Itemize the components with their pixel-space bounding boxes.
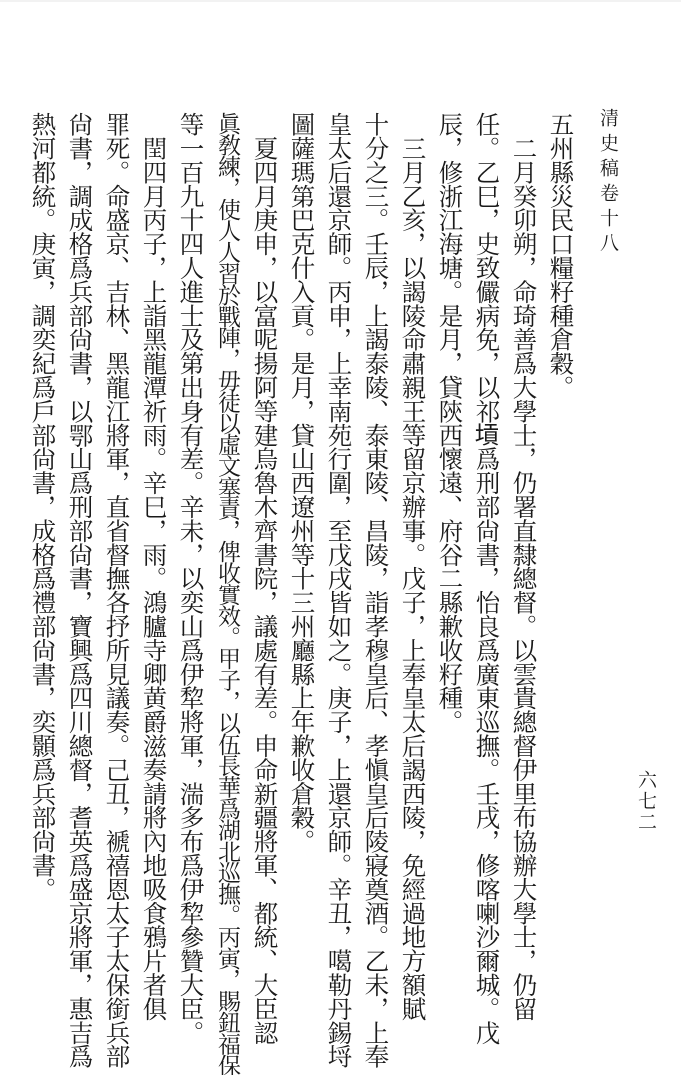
text-column-11: 等一百九十四人進士及第出身有差。辛未，以奕山爲伊犂將軍，湍多布爲伊犂參贊大臣。 xyxy=(176,112,206,1045)
page-number: 六七二 xyxy=(635,770,657,833)
text-column-14: 尙書，調成格爲兵部尙書，以鄂山爲刑部尙書，寶興爲四川總督，耆英爲盛京將軍，惠吉爲 xyxy=(65,112,95,1069)
text-column-9: 夏四月庚申，以富呢揚阿等建烏魯木齊書院，議處有差。申命新疆將軍、都統、大臣認 xyxy=(250,112,280,1045)
scan-edge xyxy=(0,0,681,2)
text-column-15: 熱河都統。庚寅，調奕紀爲戶部尙書，成格爲禮部尙書，奕顥爲兵部尙書。 xyxy=(28,112,58,901)
text-column-4: 辰，修浙江海塘。是月，貸陝西懷遠、府谷二縣歉收籽種。 xyxy=(435,112,465,734)
text-column-5: 三月乙亥，以謁陵命肅親王等留京辦事。戊子，上奉皇太后謁西陵，免經過地方額賦 xyxy=(398,112,428,1021)
running-header: 清史稿卷十八 xyxy=(597,108,619,258)
text-column-8: 圖薩瑪第巴克什入貢。是月，貸山西遼州等十三州廳縣上年歉收倉穀。 xyxy=(287,112,317,853)
text-column-1: 五州縣災民口糧籽種倉穀。 xyxy=(546,112,576,399)
text-column-7: 皇太后還京師。丙申，上幸南苑行圍，至戊戌皆如之。庚子，上還京師。辛丑，噶勒丹錫埒 xyxy=(324,112,354,1069)
text-column-6: 十分之三。壬辰，上謁泰陵、泰東陵、昌陵，詣孝穆皇后、孝愼皇后陵寢奠酒。乙未，上奉 xyxy=(361,112,391,1069)
text-column-12: 閏四月丙子，上詣黑龍潭祈雨。辛巳，雨。鴻臚寺卿黄爵滋奏請將內地吸食鴉片者俱 xyxy=(139,112,169,1021)
text-column-10: 眞敎練，使人人習於戰陣，毋徒以虛文塞責，俾收實效。甲子，以伍長華爲湖北巡撫。丙寅，賜鈕福保 xyxy=(214,112,240,1075)
text-column-13: 罪死。命盛京、吉林、黑龍江將軍，直省督撫各抒所見議奏。己丑，褫禧恩太子太保銜兵部 xyxy=(102,112,132,1069)
text-column-3: 任。乙巳，史致儼病免，以祁𡎴爲刑部尙書，怡良爲廣東巡撫。壬戌，修喀喇沙爾城。戊 xyxy=(472,112,502,1045)
text-column-2: 二月癸卯朔，命琦善爲大學士，仍署直隸總督。以雲貴總督伊里布協辦大學士，仍留 xyxy=(509,112,539,1021)
